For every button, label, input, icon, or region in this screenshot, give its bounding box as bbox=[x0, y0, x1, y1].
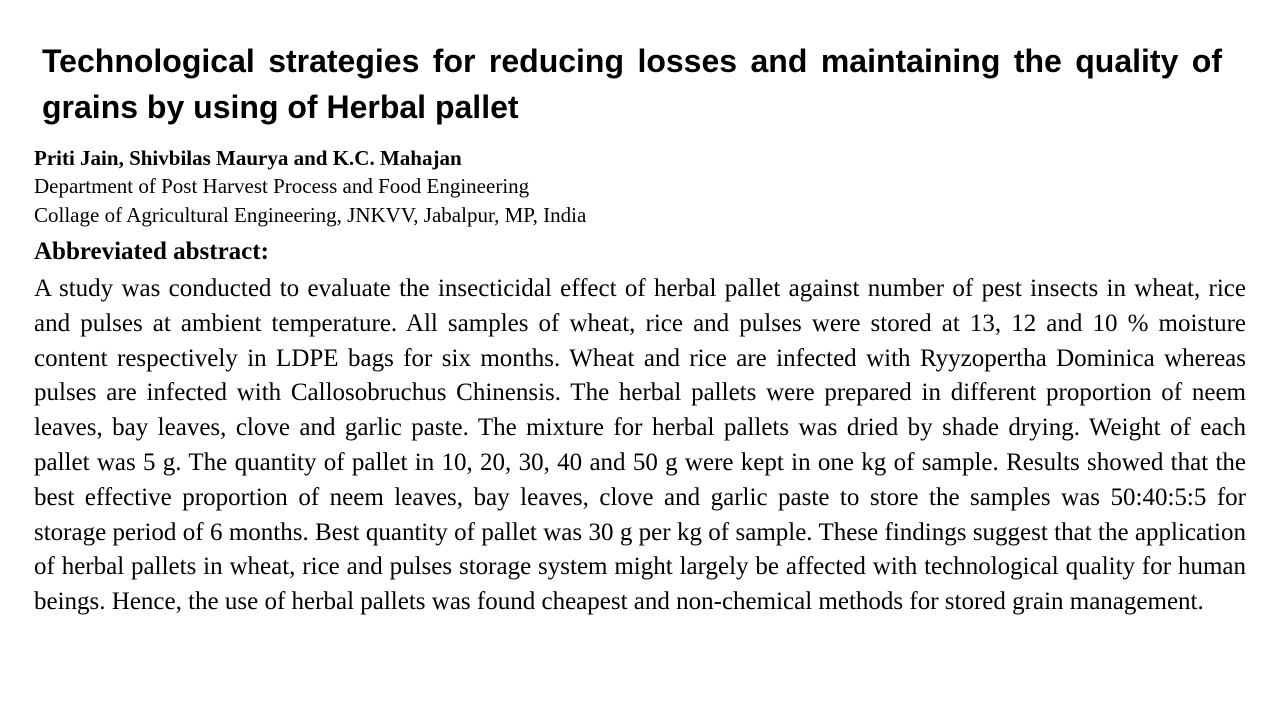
affiliation-department: Department of Post Harvest Process and Food Engineering bbox=[34, 174, 530, 198]
author-list: Priti Jain, Shivbilas Maurya and K.C. Mahajan bbox=[34, 146, 462, 170]
abstract-heading: Abbreviated abstract: bbox=[34, 238, 269, 265]
affiliation-college: Collage of Agricultural Engineering, JNKVV, Jabalpur, MP, India bbox=[34, 203, 587, 227]
abstract-body: A study was conducted to evaluate the insecticidal effect of herbal pallet against number of pest insects in wheat, rice and pulses at ambient temperature. All samples of wheat, rice and pulses were stored at 13, 12 and 10 % moisture content respectively in LDPE bags for six months. Wheat and rice are infected with Ryyzopertha Dominica whereas pulses are infected with Callosobruchus Chinensis. The herbal pallets were prepared in different proportion of neem leaves, bay leaves, clove and garlic paste. The mixture for herbal pallets was dried by shade drying. Weight of each pallet was 5 g. The quantity of pallet in 10, 20, 30, 40 and 50 g were kept in one kg of sample. Results showed that the best effective proportion of neem leaves, bay leaves, clove and garlic paste to store the samples was 50:40:5:5 for storage period of 6 months. Best quantity of pallet was 30 g per kg of sample. These findings suggest that the application of herbal pallets in wheat, rice and pulses storage system might largely be affected with technological quality for human beings. Hence, the use of herbal pallets was found cheapest and non-chemical methods for stored grain management. bbox=[34, 275, 1246, 616]
paper-title: Technological strategies for reducing losses and maintaining the quality of grains by using of Herbal pallet bbox=[42, 43, 1222, 125]
